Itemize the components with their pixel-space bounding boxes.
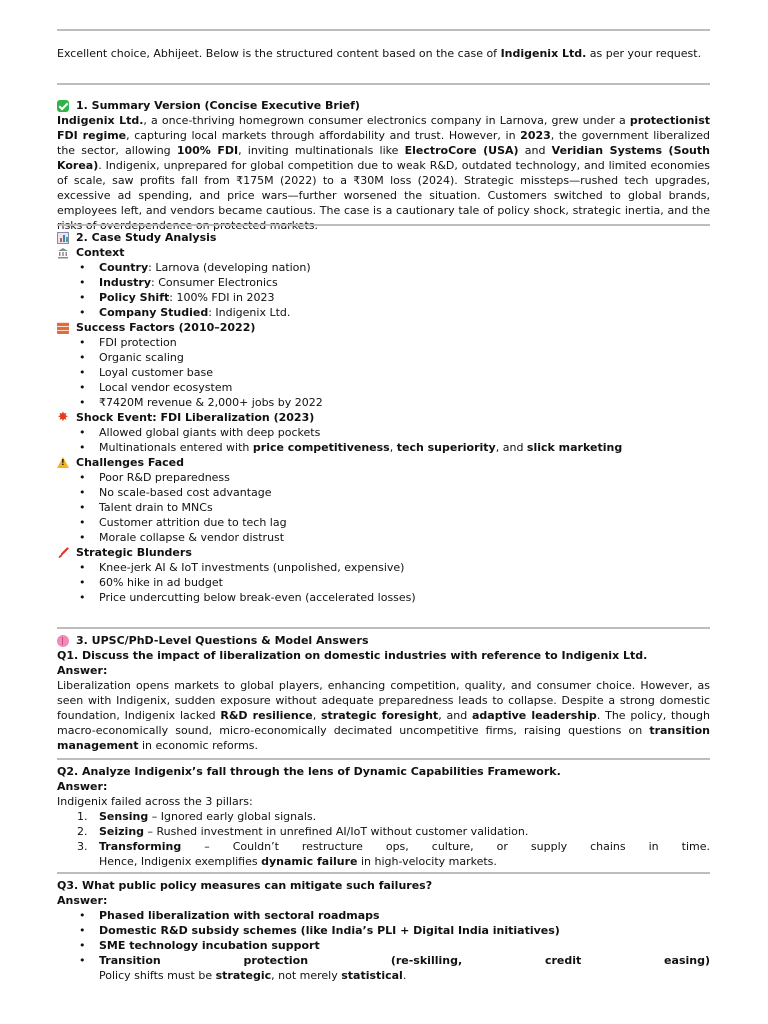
list-item xyxy=(57,440,710,455)
answer-label xyxy=(57,893,710,908)
paragraph-text: , capturing local markets through affordability and trust. However, in xyxy=(126,129,521,142)
warning-icon xyxy=(57,457,69,468)
section-heading xyxy=(57,230,710,245)
item-emphasis: Transforming xyxy=(99,840,182,853)
subsection-heading-shock xyxy=(57,410,710,425)
list-item: • Local vendor ecosystem xyxy=(57,380,710,395)
list-item xyxy=(57,908,710,923)
blunders-list xyxy=(57,560,710,605)
list-item: • No scale-based cost advantage xyxy=(57,485,710,500)
conclusion-emphasis: strategic xyxy=(215,969,272,982)
classical-building-icon xyxy=(57,247,69,259)
divider xyxy=(57,224,710,226)
divider xyxy=(57,29,710,31)
question-1 xyxy=(57,648,710,663)
list-item: • FDI protection xyxy=(57,335,710,350)
divider xyxy=(57,627,710,629)
paragraph-text: , a once-thriving homegrown consumer electronics company in Larnova, grew under a xyxy=(143,114,630,127)
intro-text: Excellent choice, Abhijeet. Below is the structured content based on the case of xyxy=(57,47,501,60)
subsection-heading-success xyxy=(57,320,710,335)
subsection-title: Success Factors (2010–2022) xyxy=(76,321,256,334)
conclusion-text: Policy shifts must be xyxy=(99,969,216,982)
list-item xyxy=(57,275,710,290)
answer-label-text: Answer: xyxy=(57,780,108,793)
subsection-title: Shock Event: FDI Liberalization (2023) xyxy=(76,411,315,424)
summary-paragraph xyxy=(57,113,710,233)
paragraph-emphasis: Veridian Systems (South Korea) xyxy=(57,144,710,172)
item-label: Industry xyxy=(99,276,152,289)
list-item: • Organic scaling xyxy=(57,350,710,365)
item-emphasis: Sensing xyxy=(99,810,149,823)
item-label: Country xyxy=(99,261,149,274)
paragraph-text: . Indigenix, unprepared for global competition due to weak R&D, outdated technology, and limited economies of scale, saw profits fall from ₹175M (2022) to a ₹30M loss (2024). Strategic missteps—rushed tech upgrades, excessive ad spending, and price wars—further worsened the situation. Customers switched to global brands, employees left, and vendors became cautious. The case is a cautionary tale of policy shock, strategic inertia, and the risks of overdependence on protected markets. xyxy=(57,159,710,232)
section-title: 1. Summary Version (Concise Executive Brief) xyxy=(76,99,360,112)
paragraph-text: , inviting multinationals like xyxy=(238,144,405,157)
answer-2-intro: Indigenix failed across the 3 pillars: xyxy=(57,795,253,808)
conclusion-text: in high-velocity markets. xyxy=(357,855,497,868)
section-heading xyxy=(57,98,710,113)
item-text: : 100% FDI in 2023 xyxy=(169,291,275,304)
answer-3-conclusion xyxy=(57,968,710,983)
item-text: : Larnova (developing nation) xyxy=(148,261,311,274)
section-title: 2. Case Study Analysis xyxy=(76,231,217,244)
list-item xyxy=(57,260,710,275)
paragraph-emphasis: Indigenix Ltd. xyxy=(57,114,144,127)
intro-paragraph xyxy=(57,46,710,61)
section-title: 3. UPSC/PhD-Level Questions & Model Answers xyxy=(76,634,369,647)
question-3-block xyxy=(57,878,710,983)
list-item: • Allowed global giants with deep pockets xyxy=(57,425,710,440)
paragraph-text: in economic reforms. xyxy=(138,739,259,752)
paragraph-text: . The policy, though macro-economically sound, micro-economically decimated uncompetitive firms, raising questions on xyxy=(57,709,710,737)
check-mark-icon xyxy=(57,100,69,112)
list-item xyxy=(57,305,710,320)
subsection-heading-challenges xyxy=(57,455,710,470)
question-text: Q3. What public policy measures can mitigate such failures? xyxy=(57,879,433,892)
success-list xyxy=(57,335,710,410)
answer-label xyxy=(57,779,710,794)
list-item xyxy=(57,923,710,938)
paintbrush-icon xyxy=(57,547,69,559)
subsection-title: Strategic Blunders xyxy=(76,546,192,559)
list-item: • 60% hike in ad budget xyxy=(57,575,710,590)
subsection-heading-context xyxy=(57,245,710,260)
section-analysis xyxy=(57,230,710,605)
paragraph-emphasis: R&D resilience xyxy=(220,709,313,722)
item-text: Multinationals entered with xyxy=(99,441,253,454)
item-label: Policy Shift xyxy=(99,291,170,304)
question-text: Q1. Discuss the impact of liberalization on domestic industries with reference to Indigenix Ltd. xyxy=(57,649,648,662)
item-emphasis: Seizing xyxy=(99,825,145,838)
answer-label xyxy=(57,663,710,678)
paragraph-text: , the government liberalized the sector, allowing xyxy=(57,129,710,157)
bar-chart-icon xyxy=(57,232,69,244)
list-item xyxy=(57,953,710,968)
challenges-list xyxy=(57,470,710,545)
pillars-list xyxy=(57,809,710,854)
list-item: • ₹7420M revenue & 2,000+ jobs by 2022 xyxy=(57,395,710,410)
answer-label-text: Answer: xyxy=(57,894,108,907)
conclusion-text: Hence, Indigenix exemplifies xyxy=(99,855,262,868)
item-emphasis: Phased liberalization with sectoral roadmaps xyxy=(99,909,380,922)
item-text: , xyxy=(389,441,397,454)
conclusion-text: , not merely xyxy=(271,969,342,982)
paragraph-text: and xyxy=(518,144,552,157)
paragraph-emphasis: adaptive leadership xyxy=(471,709,597,722)
item-emphasis: SME technology incubation support xyxy=(99,939,320,952)
item-emphasis: Transition protection (re-skilling, credit easing) xyxy=(99,954,710,967)
measures-list xyxy=(57,908,710,968)
item-text: : Indigenix Ltd. xyxy=(208,306,291,319)
section-heading xyxy=(57,633,710,648)
list-item xyxy=(57,824,710,839)
item-text: : Consumer Electronics xyxy=(151,276,278,289)
question-2 xyxy=(57,764,710,779)
item-emphasis: price competitiveness xyxy=(252,441,390,454)
brick-icon xyxy=(57,322,69,334)
paragraph-emphasis: 2023 xyxy=(520,129,551,142)
answer-2-conclusion xyxy=(57,854,710,869)
paragraph-emphasis: protectionist FDI regime xyxy=(57,114,711,142)
section-summary xyxy=(57,98,710,233)
paragraph-text: Liberalization opens markets to global players, enhancing competition, quality, and consumer choice. However, as seen with Indigenix, sudden exposure without adequate preparedness leads to collapse. Despite a strong domestic foundation, Indigenix lacked xyxy=(57,679,710,722)
item-text: – Couldn’t restructure ops, culture, or supply chains in time. xyxy=(181,840,710,853)
list-item: • Poor R&D preparedness xyxy=(57,470,710,485)
conclusion-emphasis: dynamic failure xyxy=(261,855,358,868)
section-questions xyxy=(57,633,710,753)
item-text: – Ignored early global signals. xyxy=(148,810,317,823)
item-emphasis: Domestic R&D subsidy schemes (like India’s PLI + Digital India initiatives) xyxy=(99,924,560,937)
list-item xyxy=(57,839,710,854)
paragraph-text: , xyxy=(312,709,321,722)
list-item: • Loyal customer base xyxy=(57,365,710,380)
intro-text-end: as per your request. xyxy=(586,47,702,60)
list-item xyxy=(57,938,710,953)
divider xyxy=(57,83,710,85)
intro-company: Indigenix Ltd. xyxy=(500,47,587,60)
list-item: • Morale collapse & vendor distrust xyxy=(57,530,710,545)
list-item: • Knee-jerk AI & IoT investments (unpolished, expensive) xyxy=(57,560,710,575)
context-list xyxy=(57,260,710,320)
paragraph-emphasis: ElectroCore (USA) xyxy=(404,144,519,157)
conclusion-text: . xyxy=(402,969,407,982)
list-item: • Talent drain to MNCs xyxy=(57,500,710,515)
item-number: 2. xyxy=(77,825,88,838)
list-item: • Customer attrition due to tech lag xyxy=(57,515,710,530)
question-text: Q2. Analyze Indigenix’s fall through the lens of Dynamic Capabilities Framework. xyxy=(57,765,561,778)
subsection-title: Challenges Faced xyxy=(76,456,185,469)
paragraph-emphasis: transition management xyxy=(57,724,710,752)
list-item: • Price undercutting below break-even (accelerated losses) xyxy=(57,590,710,605)
item-label: Company Studied xyxy=(99,306,209,319)
item-emphasis: tech superiority xyxy=(396,441,496,454)
subsection-heading-blunders xyxy=(57,545,710,560)
shock-list xyxy=(57,425,710,455)
paragraph-emphasis: strategic foresight xyxy=(321,709,439,722)
item-text: , and xyxy=(495,441,527,454)
paragraph-text: , and xyxy=(438,709,472,722)
divider xyxy=(57,758,710,760)
item-emphasis: slick marketing xyxy=(526,441,623,454)
paragraph-emphasis: 100% FDI xyxy=(176,144,239,157)
answer-1-paragraph xyxy=(57,678,710,753)
list-item xyxy=(57,290,710,305)
conclusion-emphasis: statistical xyxy=(341,969,403,982)
question-2-block xyxy=(57,764,710,869)
subsection-title: Context xyxy=(76,246,125,259)
list-item xyxy=(57,809,710,824)
item-number: 1. xyxy=(77,810,88,823)
item-text: – Rushed investment in unrefined AI/IoT without customer validation. xyxy=(144,825,529,838)
answer-label-text: Answer: xyxy=(57,664,108,677)
brain-icon xyxy=(57,635,69,647)
question-3 xyxy=(57,878,710,893)
collision-icon: ✸ xyxy=(57,409,69,425)
divider xyxy=(57,872,710,874)
item-number: 3. xyxy=(77,840,88,853)
